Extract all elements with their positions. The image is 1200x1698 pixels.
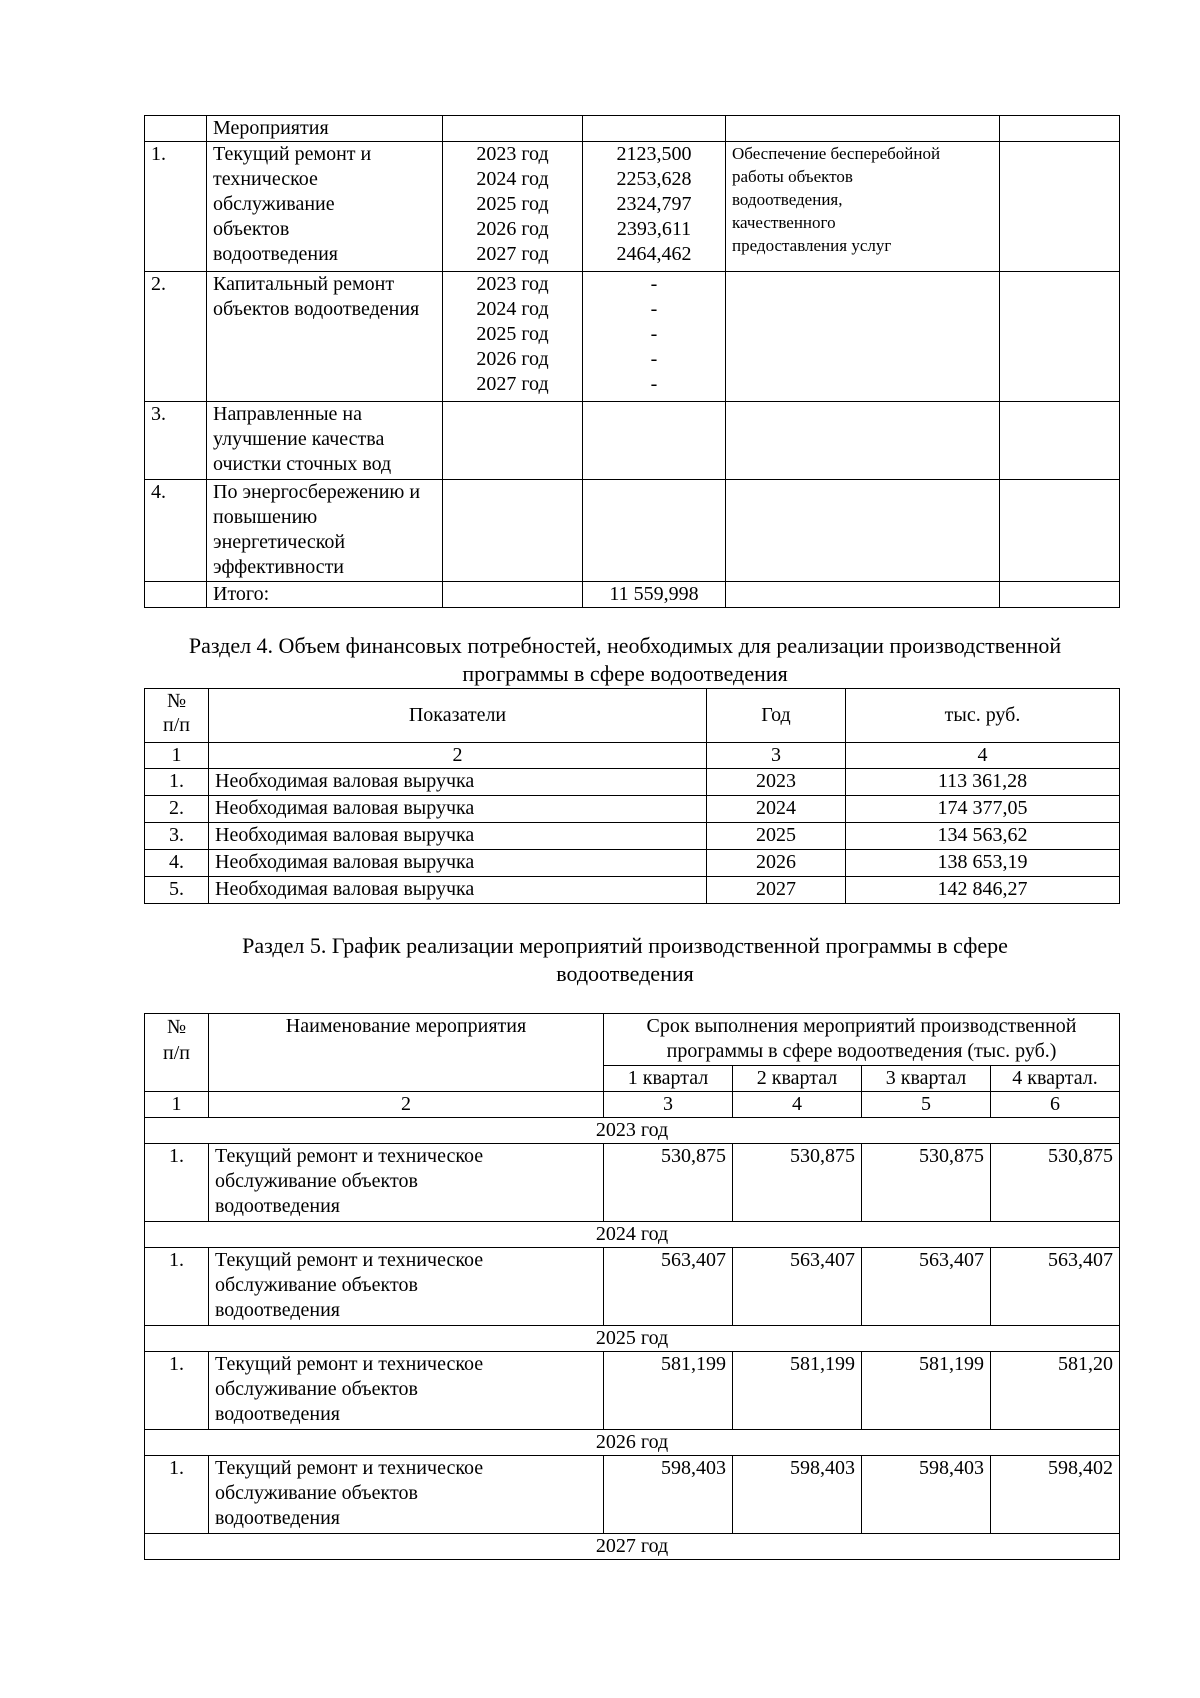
q4-header: 4 квартал. [991, 1066, 1120, 1092]
column-numbers-row: 1 2 3 4 [145, 743, 1120, 769]
total-label: Итого: [207, 582, 443, 608]
activity-name-header: Наименование мероприятия [209, 1014, 604, 1092]
row-number: 3. [145, 402, 207, 480]
table-row: 1. Текущий ремонт и техническое обслуживание объектов водоотведения 563,407 563,407 563,407 563,407 [145, 1248, 1120, 1326]
section5-title: Раздел 5. График реализации мероприятий производственной программы в сфере водоотведения [242, 933, 1008, 986]
table-row: 1. Необходимая валовая выручка 2023 113 361,28 [145, 769, 1120, 796]
table-row: 2. Необходимая валовая выручка 2024 174 377,05 [145, 796, 1120, 823]
table-row [145, 142, 1120, 272]
activity-name: Текущий ремонт и техническое обслуживание объектов водоотведения [209, 1456, 604, 1534]
table-row [145, 272, 1120, 402]
row-number: 4. [145, 480, 207, 582]
row-number: 1. [145, 142, 207, 272]
activity-amounts: 2123,500 2253,628 2324,797 2393,611 2464,462 [583, 142, 726, 272]
table-row [145, 480, 1120, 582]
amount-header: тыс. руб. [846, 689, 1120, 743]
table-row: 5. Необходимая валовая выручка 2027 142 846,27 [145, 877, 1120, 904]
year-row: 2024 год [145, 1222, 1120, 1248]
table-row: 1. Текущий ремонт и техническое обслуживание объектов водоотведения 581,199 581,199 581,199 581,20 [145, 1352, 1120, 1430]
section3-header-row [145, 116, 1120, 142]
year-row: 2025 год [145, 1326, 1120, 1352]
activity-years: 2023 год 2024 год 2025 год 2026 год 2027 год [443, 142, 583, 272]
section4-table [144, 688, 1120, 904]
year-row: 2026 год [145, 1430, 1120, 1456]
table-header-row [145, 689, 1120, 743]
table-header-row [145, 1014, 1120, 1066]
table-row: 1. Текущий ремонт и техническое обслуживание объектов водоотведения 530,875 530,875 530,875 530,875 [145, 1144, 1120, 1222]
q1-header: 1 квартал [604, 1066, 733, 1092]
column-numbers-row: 1 2 3 4 5 6 [145, 1092, 1120, 1118]
total-value: 11 559,998 [583, 582, 726, 608]
activity-name: Текущий ремонт и техническое обслуживание объектов водоотведения [207, 142, 443, 272]
q3-header: 3 квартал [862, 1066, 991, 1092]
section4-title: Раздел 4. Объем финансовых потребностей, необходимых для реализации производственной программы в сфере водоотведения [188, 633, 1062, 686]
activity-name: По энергосбережению и повышению энергетической эффективности [207, 480, 443, 582]
term-header: Срок выполнения мероприятий производственной программы в сфере водоотведения (тыс. руб.) [604, 1014, 1120, 1066]
section5-table [144, 1013, 1120, 1560]
activity-name: Текущий ремонт и техническое обслуживание объектов водоотведения [209, 1352, 604, 1430]
section3-table [144, 115, 1120, 608]
indicator-header: Показатели [209, 689, 707, 743]
table-row: 3. Необходимая валовая выручка 2025 134 563,62 [145, 823, 1120, 850]
activity-name: Текущий ремонт и техническое обслуживание объектов водоотведения [209, 1144, 604, 1222]
row-number: 2. [145, 272, 207, 402]
section3-header-label: Мероприятия [207, 116, 443, 142]
activity-name: Капитальный ремонт объектов водоотведения [207, 272, 443, 402]
activity-name: Текущий ремонт и техническое обслуживание объектов водоотведения [209, 1248, 604, 1326]
table-row: 1. Текущий ремонт и техническое обслуживание объектов водоотведения 598,403 598,403 598,403 598,402 [145, 1456, 1120, 1534]
total-row [145, 582, 1120, 608]
q2-header: 2 квартал [733, 1066, 862, 1092]
num-header: № п/п [145, 1014, 209, 1092]
year-header: Год [707, 689, 846, 743]
activity-name: Направленные на улучшение качества очистки сточных вод [207, 402, 443, 480]
table-row [145, 402, 1120, 480]
activity-result: Обеспечение бесперебойной работы объектов водоотведения, качественного предоставления услуг [726, 142, 1000, 272]
year-row: 2023 год [145, 1118, 1120, 1144]
activity-amounts: - - - - - [583, 272, 726, 402]
activity-years: 2023 год 2024 год 2025 год 2026 год 2027 год [443, 272, 583, 402]
table-row: 4. Необходимая валовая выручка 2026 138 653,19 [145, 850, 1120, 877]
year-row: 2027 год [145, 1534, 1120, 1560]
num-header: № п/п [145, 689, 209, 743]
